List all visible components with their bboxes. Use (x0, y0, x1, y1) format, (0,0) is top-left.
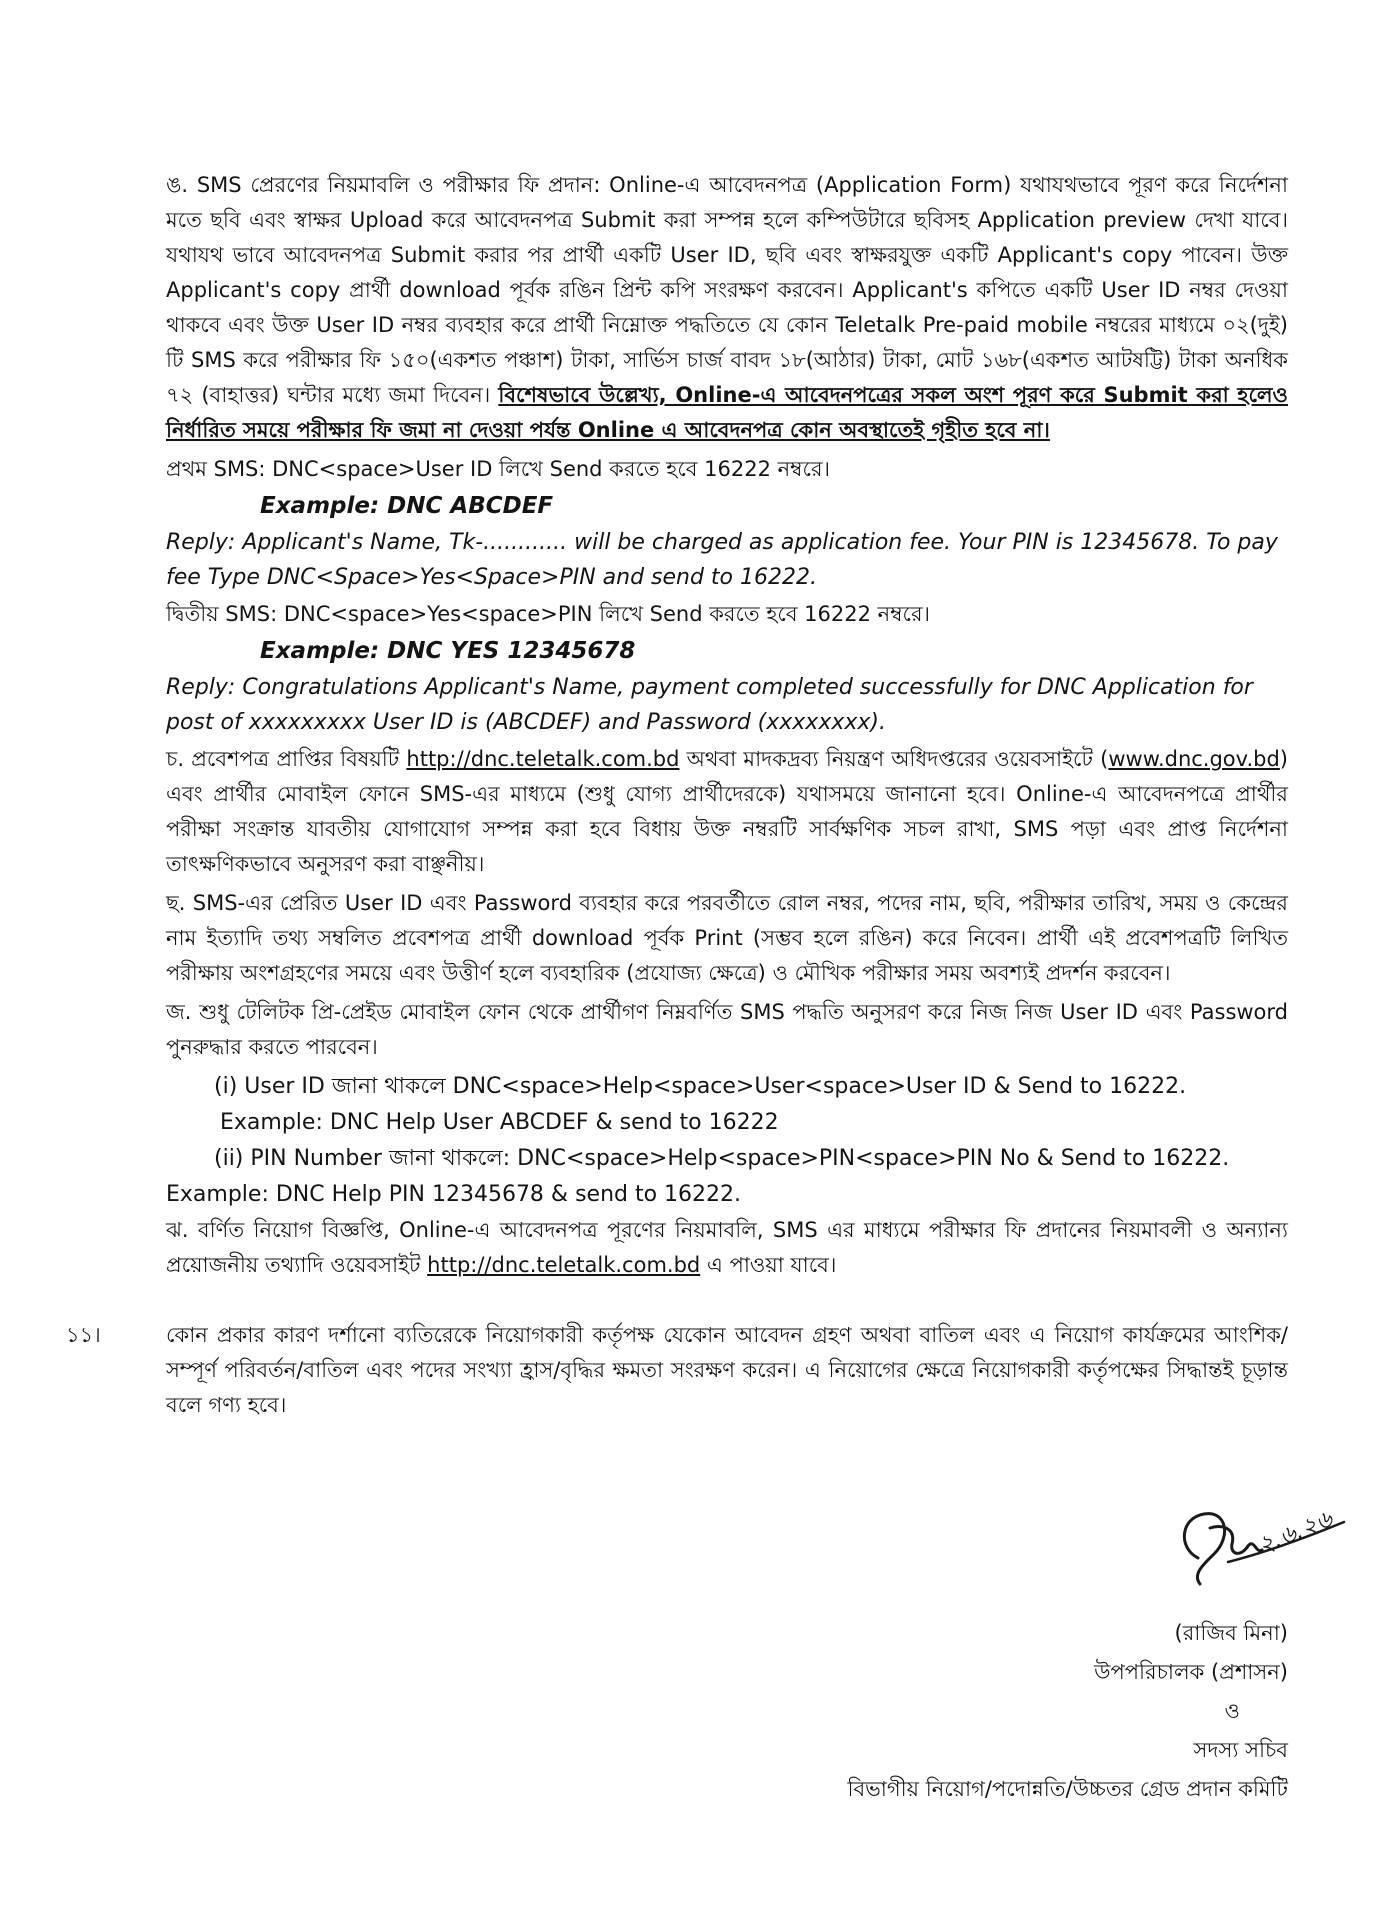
item-eleven-number: ১১। (66, 1323, 101, 1347)
signatory-designation: উপপরিচালক (প্রশাসন) (1094, 1660, 1288, 1684)
dnc-website-link[interactable]: www.dnc.gov.bd (1108, 747, 1280, 771)
signatory-committee: বিভাগীয় নিয়োগ/পদোন্নতি/উচ্চতর গ্রেড প্রদান কমিটি (847, 1777, 1288, 1801)
paragraph-jha (166, 1213, 1288, 1283)
paragraph-cha (166, 742, 1288, 882)
signatory-conjunction: ও (1224, 1699, 1240, 1723)
item-eleven-text: কোন প্রকার কারণ দর্শানো ব্যতিরেকে নিয়োগকারী কর্তৃপক্ষ যেকোন আবেদন গ্রহণ অথবা বাতিল এবং এ নিয়োগ কার্যক্রমের আংশিক/সম্পূর্ণ পরিবর্তন/বাতিল এবং পদের সংখ্যা হ্রাস/বৃদ্ধির ক্ষমতা সংরক্ষণ করেন। এ নিয়োগের ক্ষেত্রে নিয়োগকারী কর্তৃপক্ষের সিদ্ধান্তই চূড়ান্ত বলে গণ্য হবে। (166, 1323, 1288, 1417)
signature-scribble (1170, 1488, 1350, 1608)
paragraph-jha-tail: এ পাওয়া যাবে। (706, 1253, 837, 1277)
example-first-sms: Example: DNC ABCDEF (260, 493, 554, 519)
reply-second-sms: Reply: Congratulations Applicant's Name, payment completed successfully for DNC Application for post of xxxxxxxxx User ID is (ABCDEF) and Password (xxxxxxxx). (166, 675, 1253, 735)
recovery-user-id: (i) User ID জানা থাকলে DNC<space>Help<space>User<space>User ID & Send to 16222. (214, 1074, 1187, 1099)
paragraph-cha-rest: ) এবং প্রার্থীর মোবাইল ফোনে SMS-এর মাধ্যমে (শুধু যোগ্য প্রার্থীদেরকে) যথাসময়ে জানানো হবে। Online-এ আবেদনপত্রে প্রার্থীর পরীক্ষা সংক্রান্ত যাবতীয় যোগাযোগ সম্পন্ন করা হবে বিধায় উক্ত নম্বরটি সার্বক্ষণিক সচল রাখা, SMS পড়া এবং প্রাপ্ত নির্দেশনা তাৎক্ষণিকভাবে অনুসরণ করা বাঞ্ছনীয়। (166, 747, 1288, 876)
teletalk-link[interactable]: http://dnc.teletalk.com.bd (406, 747, 680, 771)
signatory-name: (রাজিব মিনা) (1174, 1621, 1288, 1645)
example-second-sms: Example: DNC YES 12345678 (260, 638, 636, 664)
notice-body (166, 168, 1288, 1287)
signatory-role: সদস্য সচিব (1193, 1738, 1288, 1762)
paragraph-gha (166, 168, 1288, 448)
paragraph-cha-lead: চ. প্রবেশপত্র প্রাপ্তির বিষয়টি (166, 747, 400, 771)
recovery-pin-example: Example: DNC Help PIN 12345678 & send to 16222. (166, 1182, 742, 1207)
reply-first-sms: Reply: Applicant's Name, Tk-............ will be charged as application fee. Your PIN is 12345678. To pay fee Type DNC<Space>Yes<Space>PIN and send to 16222. (166, 530, 1278, 590)
svg-text:২.৬.২৬: ২.৬.২৬ (1253, 1504, 1337, 1560)
recovery-pin: (ii) PIN Number জানা থাকলে: DNC<space>Help<space>PIN<space>PIN No & Send to 16222. (214, 1146, 1230, 1171)
emphasis-note: বিশেষভাবে উল্লেখ্য, Online-এ আবেদনপত্রের সকল অংশ পূরণ করে Submit করা হলেও নির্ধারিত সময়ে পরীক্ষার ফি জমা না দেওয়া পর্যন্ত Online এ আবেদনপত্র কোন অবস্থাতেই গৃহীত হবে না। (166, 383, 1288, 442)
teletalk-link-2[interactable]: http://dnc.teletalk.com.bd (427, 1253, 701, 1277)
paragraph-chha: ছ. SMS-এর প্রেরিত User ID এবং Password ব্যবহার করে পরবর্তীতে রোল নম্বর, পদের নাম, ছবি, পরীক্ষার তারিখ, সময় ও কেন্দ্রের নাম ইত্যাদি তথ্য সম্বলিত প্রবেশপত্র প্রার্থী download পূর্বক Print (সম্ভব হলে রঙিন) করে নিবেন। প্রার্থী এই প্রবেশপত্রটি লিখিত পরীক্ষায় অংশগ্রহণের সময়ে এবং উত্তীর্ণ হলে ব্যবহারিক (প্রযোজ্য ক্ষেত্রে) ও মৌখিক পরীক্ষার সময় অবশ্যই প্রদর্শন করবেন। (166, 891, 1288, 985)
paragraph-ja: জ. শুধু টেলিটক প্রি-প্রেইড মোবাইল ফোন থেকে প্রার্থীগণ নিম্নবর্ণিত SMS পদ্ধতি অনুসরণ করে নিজ নিজ User ID এবং Password পুনরুদ্ধার করতে পারবেন। (166, 1000, 1288, 1059)
recovery-user-id-example: Example: DNC Help User ABCDEF & send to 16222 (220, 1110, 779, 1135)
first-sms-instruction: প্রথম SMS: DNC<space>User ID লিখে Send করতে হবে 16222 নম্বরে। (166, 457, 831, 481)
paragraph-gha-text: ঙ. SMS প্রেরণের নিয়মাবলি ও পরীক্ষার ফি প্রদান: Online-এ আবেদনপত্র (Application Form) যথাযথভাবে পূরণ করে নির্দেশনা মতে ছবি এবং স্বাক্ষর Upload করে আবেদনপত্র Submit করা সম্পন্ন হলে কম্পিউটারে ছবিসহ Application preview দেখা যাবে। যথাযথ ভাবে আবেদনপত্র Submit করার পর প্রার্থী একটি User ID, ছবি এবং স্বাক্ষরযুক্ত একটি Applicant's copy পাবেন। উক্ত Applicant's copy প্রার্থী download পূর্বক রঙিন প্রিন্ট কপি সংরক্ষণ করবেন। Applicant's কপিতে একটি User ID নম্বর দেওয়া থাকবে এবং উক্ত User ID নম্বর ব্যবহার করে প্রার্থী নিম্নোক্ত পদ্ধতিতে যে কোন Teletalk Pre-paid mobile নম্বরের মাধ্যমে ০২(দুই) টি SMS করে পরীক্ষার ফি ১৫০(একশত পঞ্চাশ) টাকা, সার্ভিস চার্জ বাবদ ১৮(আঠার) টাকা, মোট ১৬৮(একশত আটষট্টি) টাকা অনধিক ৭২ (বাহাত্তর) ঘন্টার মধ্যে জমা দিবেন। (166, 173, 1288, 407)
second-sms-instruction: দ্বিতীয় SMS: DNC<space>Yes<space>PIN লিখে Send করতে হবে 16222 নম্বরে। (166, 602, 931, 626)
paragraph-jha-lead: ঝ. বর্ণিত নিয়োগ বিজ্ঞপ্তি, Online-এ আবেদনপত্র পূরণের নিয়মাবলি, SMS এর মাধ্যমে পরীক্ষার ফি প্রদানের নিয়মাবলী ও অন্যান্য প্রয়োজনীয় তথ্যাদি ওয়েবসাইট (166, 1218, 1288, 1277)
handwritten-signature (1170, 1488, 1350, 1608)
signature-block (847, 1614, 1288, 1809)
paragraph-cha-middle: অথবা মাদকদ্রব্য নিয়ন্ত্রণ অধিদপ্তরের ওয়েবসাইটে ( (686, 747, 1109, 771)
item-eleven (66, 1318, 1288, 1423)
